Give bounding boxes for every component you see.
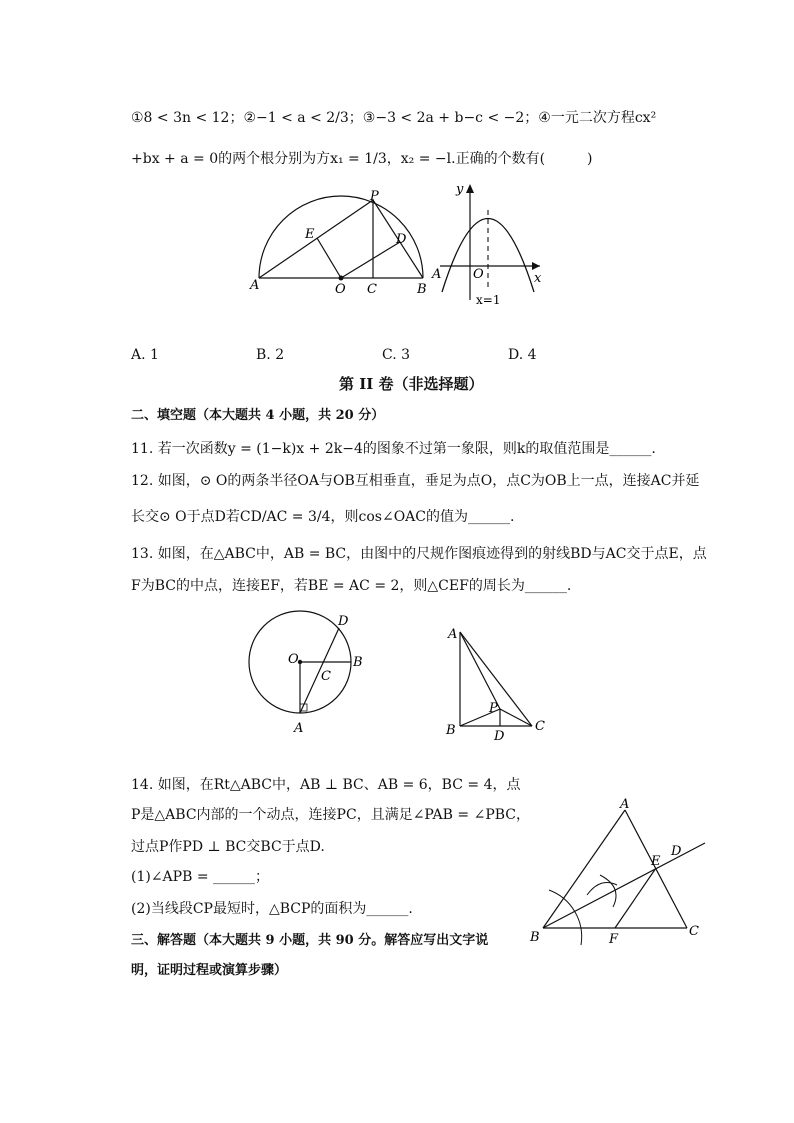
label-E-con: E <box>651 854 661 869</box>
segment-EF <box>615 868 656 928</box>
label-C-con: C <box>689 924 699 939</box>
label-D-circle: D <box>338 614 349 629</box>
label-x: x <box>534 271 542 286</box>
q12-line1: 12. 如图，⊙ O的两条半径OA与OB互相垂直，垂足为点O，点C为OB上一点，连接AC并延 <box>131 473 700 489</box>
label-P-tri: P <box>489 701 498 716</box>
label-O-origin: O <box>473 267 484 282</box>
center-O-dot <box>339 276 344 281</box>
circle-figure <box>240 608 370 738</box>
side-AB-con <box>543 810 625 928</box>
x-axis-arrow <box>532 262 540 270</box>
q12-line2: 长交⊙ O于点D若CD/AC = 3/4，则cos∠OAC的值为______. <box>131 509 515 525</box>
label-D: D <box>396 232 407 247</box>
option-b: B. 2 <box>256 347 285 363</box>
label-y: y <box>456 182 464 197</box>
label-A-parabola: A <box>432 267 442 282</box>
q14-line1: 14. 如图，在Rt△ABC中，AB ⊥ BC、AB = 6，BC = 4，点 <box>131 777 521 793</box>
q14-line3: 过点P作PD ⊥ BC交BC于点D. <box>131 839 325 855</box>
segment-EO <box>317 238 341 278</box>
option-a: A. 1 <box>131 347 159 363</box>
label-C-circle: C <box>321 669 331 684</box>
q10-line2: +bx + a = 0的两个根分别为方x₁ = 1/3，x₂ = −l.正确的个数有( ) <box>131 151 593 167</box>
fill-in-header: 二、填空题（本大题共 4 小题，共 20 分） <box>131 408 385 423</box>
label-D-con: D <box>671 844 682 859</box>
label-A-con: A <box>620 797 630 812</box>
q14-line5: (2)当线段CP最短时，△BCP的面积为______. <box>131 901 413 917</box>
construction-figure <box>525 795 715 950</box>
chord-AP <box>259 200 373 278</box>
label-O-circle: O <box>288 652 299 667</box>
q13-line1: 13. 如图，在△ABC中，AB = BC，由图中的尺规作图痕迹得到的射线BD与AC交于点E，点 <box>131 546 707 562</box>
label-A: A <box>250 278 260 293</box>
q14-line4: (1)∠APB = ______； <box>131 869 270 885</box>
label-C: C <box>367 282 377 297</box>
arc-center-B <box>549 890 582 945</box>
label-D-tri: D <box>494 729 505 742</box>
label-B: B <box>417 282 427 297</box>
q10-line1: ①8 < 3n < 12；②−1 < a < 2/3；③−3 < 2a + b−c < −2；④一元二次方程cx² <box>131 110 657 126</box>
label-A-tri: A <box>448 627 458 642</box>
segment-PC <box>500 709 532 726</box>
label-C-tri: C <box>535 719 545 734</box>
segment-AP <box>460 632 500 709</box>
q13-line2: F为BC的中点，连接EF，若BE = AC = 2，则△CEF的周长为______. <box>131 578 572 594</box>
label-x-eq-1: x=1 <box>476 293 501 306</box>
segment-OD <box>341 242 400 278</box>
label-E: E <box>305 227 315 242</box>
section2-title: 第 II 卷（非选择题） <box>339 375 484 393</box>
label-B-circle: B <box>353 655 363 670</box>
label-B-con: B <box>530 930 540 945</box>
q14-line2: P是△ABC内部的一个动点，连接PC，且满足∠PAB = ∠PBC， <box>131 807 530 823</box>
option-d: D. 4 <box>508 347 537 363</box>
q11-text: 11. 若一次函数y = (1−k)x + 2k−4的图象不过第一象限，则k的取值范围是______. <box>131 441 656 457</box>
label-O: O <box>335 282 346 297</box>
label-F-con: F <box>609 932 619 947</box>
label-A-circle: A <box>294 721 304 736</box>
parabola-figure <box>428 180 548 306</box>
y-axis-arrow <box>466 184 474 193</box>
option-c: C. 3 <box>382 347 411 363</box>
label-B-tri: B <box>446 723 456 738</box>
label-P: P <box>370 190 379 204</box>
solve-header-line2: 明，证明过程或演算步骤） <box>131 963 288 978</box>
solve-header-line1: 三、解答题（本大题共 9 小题，共 90 分。解答应写出文字说 <box>131 933 489 948</box>
semicircle-figure <box>245 190 435 300</box>
triangle-figure <box>440 622 550 742</box>
